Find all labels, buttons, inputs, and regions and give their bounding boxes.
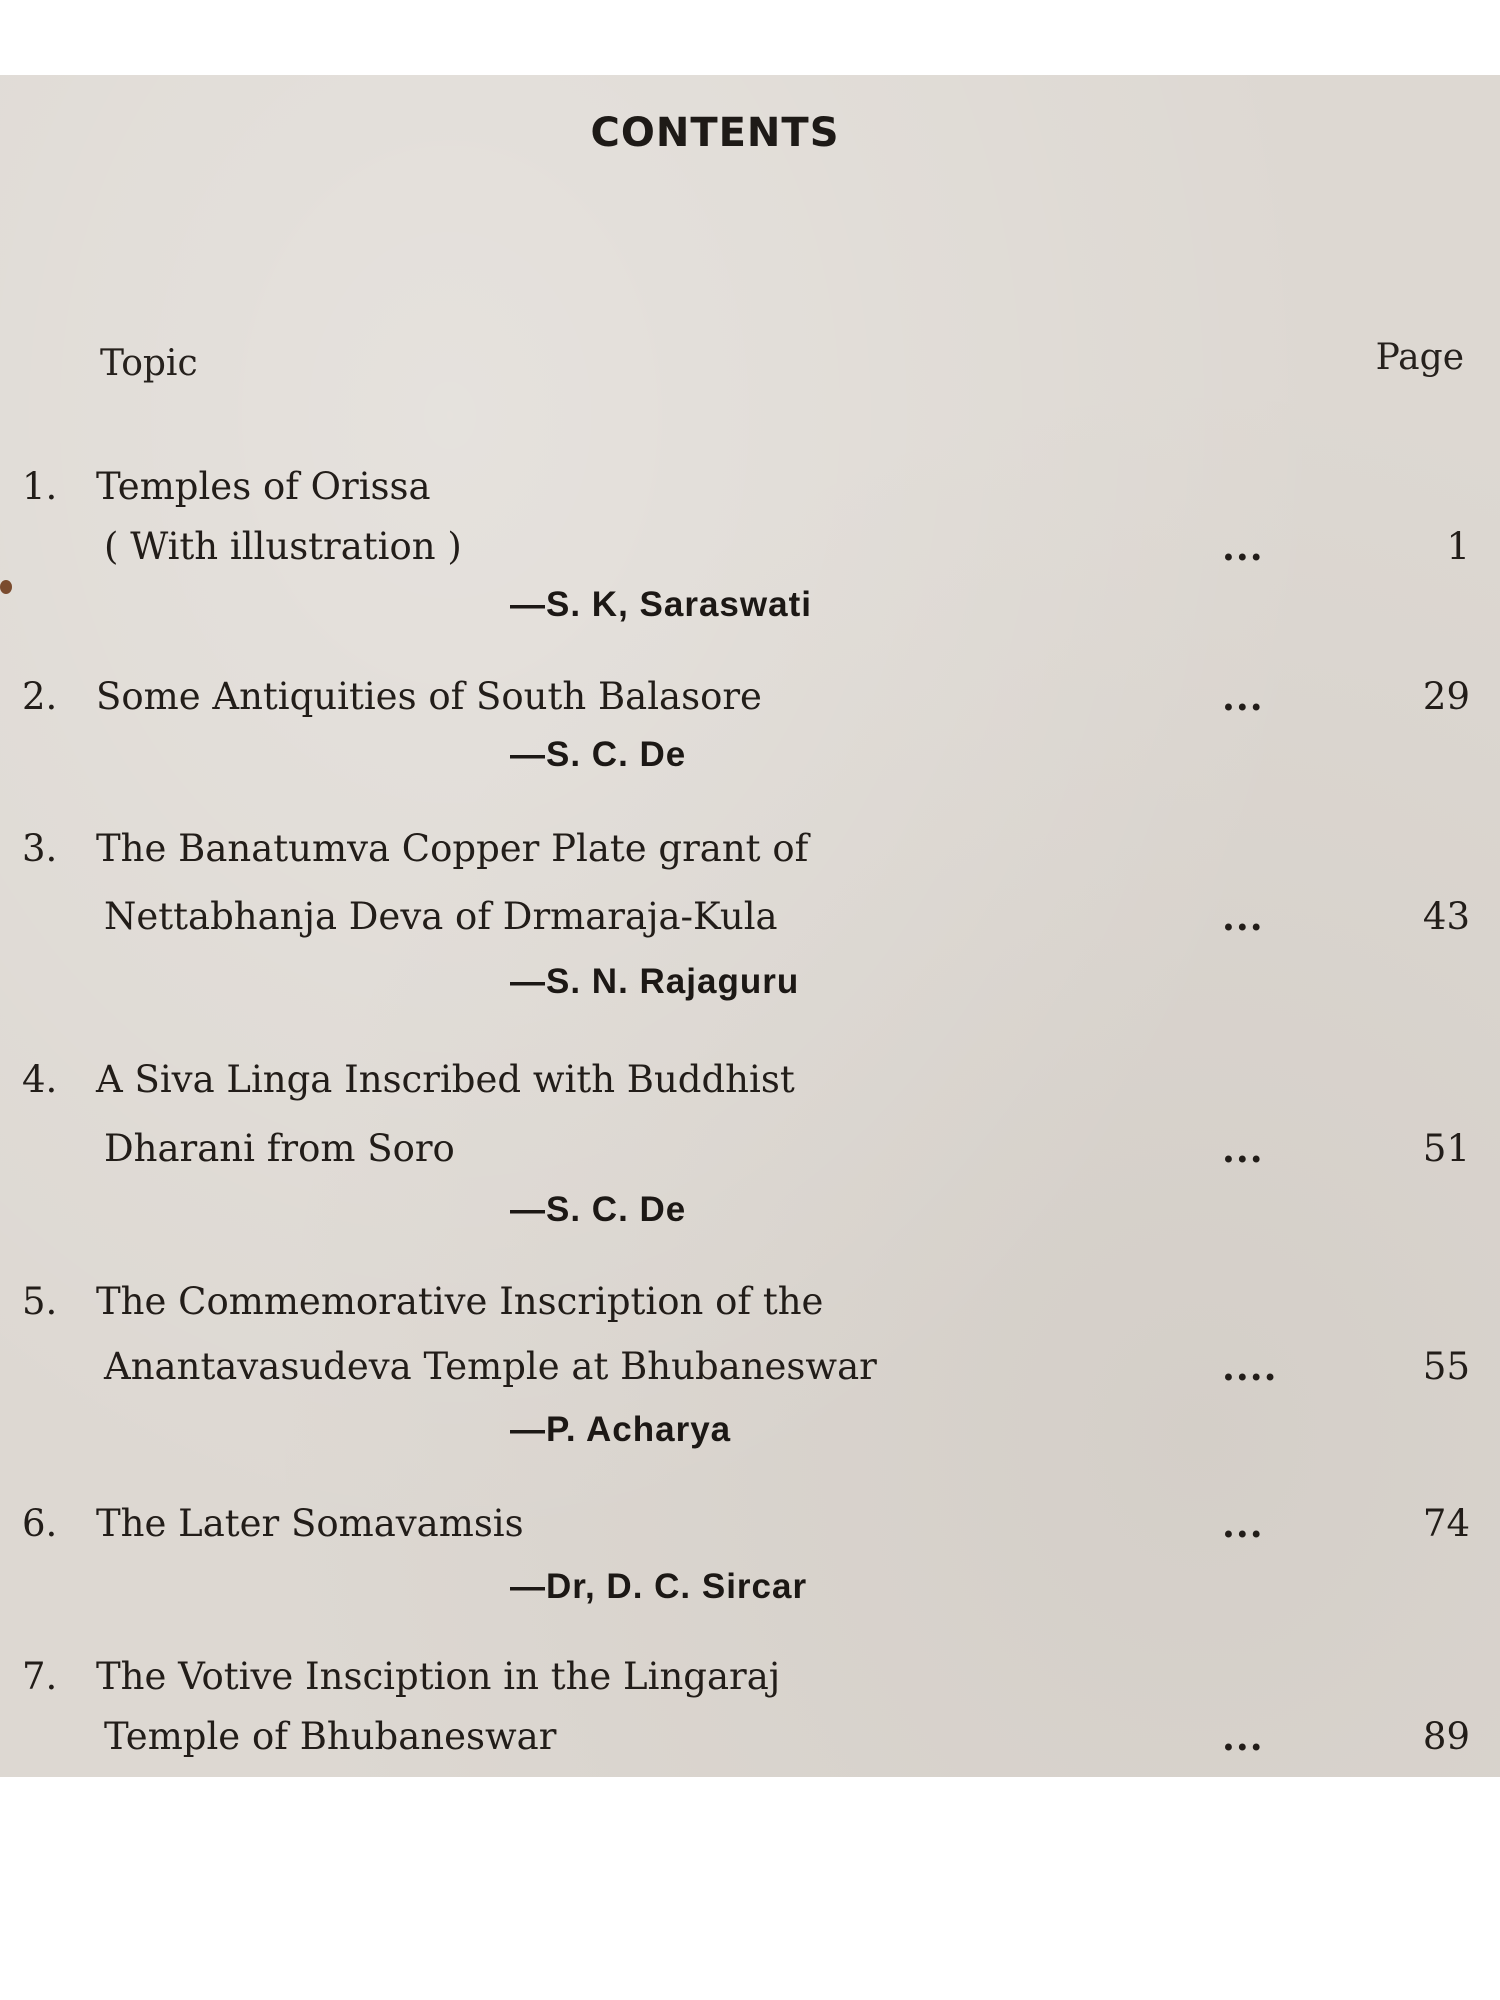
entry-page-number: 74	[1422, 1502, 1470, 1545]
entry-page-number: 55	[1422, 1345, 1470, 1388]
entry-title: Nettabhanja Deva of Drmaraja-Kula	[104, 895, 778, 938]
toc-entry-3-line-2	[0, 895, 1500, 945]
leader-dots: ...	[1222, 1715, 1264, 1759]
toc-entry-1-line-1	[0, 465, 1500, 515]
entry-number: 7.	[22, 1655, 58, 1698]
entry-number: 2.	[22, 675, 58, 718]
entry-page-number: 89	[1422, 1715, 1470, 1758]
entry-author: —S. N. Rajaguru	[510, 962, 800, 1001]
entry-title: The Later Somavamsis	[96, 1502, 524, 1545]
entry-page-number: 1	[1446, 525, 1470, 568]
toc-entry-7-line-2	[0, 1715, 1500, 1765]
entry-title: The Banatumva Copper Plate grant of	[96, 827, 809, 870]
entry-author: —S. K, Saraswati	[510, 585, 812, 624]
toc-entry-5-line-2	[0, 1345, 1500, 1395]
toc-entry-3-line-1	[0, 827, 1500, 877]
entry-page-number: 29	[1422, 675, 1470, 718]
entry-number: 6.	[22, 1502, 58, 1545]
toc-entry-7-line-1	[0, 1655, 1500, 1705]
toc-entry-4-line-2	[0, 1127, 1500, 1177]
entry-title: Temples of Orissa	[96, 465, 431, 508]
entry-title: Temple of Bhubaneswar	[104, 1715, 557, 1758]
leader-dots: ....	[1222, 1345, 1278, 1389]
toc-entry-5-line-1	[0, 1280, 1500, 1330]
toc-entry-4-line-1	[0, 1058, 1500, 1108]
entry-number: 1.	[22, 465, 58, 508]
toc-entry-6-line-1	[0, 1502, 1500, 1552]
toc-entry-1-line-2	[0, 525, 1500, 575]
entry-number: 4.	[22, 1058, 58, 1101]
entry-author: —S. C. De	[510, 1190, 687, 1229]
paper-stain	[0, 580, 12, 594]
entry-title: Some Antiquities of South Balasore	[96, 675, 762, 718]
entry-author: —P. Acharya	[510, 1410, 732, 1449]
entry-number: 5.	[22, 1280, 58, 1323]
entry-title: ( With illustration )	[104, 525, 462, 568]
entry-title: Dharani from Soro	[104, 1127, 455, 1170]
entry-title: The Commemorative Inscription of the	[96, 1280, 824, 1323]
entry-author: —Dr, D. C. Sircar	[510, 1567, 808, 1606]
entry-title: The Votive Insciption in the Lingaraj	[96, 1655, 781, 1698]
toc-entry-2-line-1	[0, 675, 1500, 725]
leader-dots: ...	[1222, 1502, 1264, 1546]
leader-dots: ...	[1222, 895, 1264, 939]
entry-page-number: 51	[1422, 1127, 1470, 1170]
entry-title: Anantavasudeva Temple at Bhubaneswar	[104, 1345, 877, 1388]
leader-dots: ...	[1222, 675, 1264, 719]
entry-title: A Siva Linga Inscribed with Buddhist	[96, 1058, 795, 1101]
topic-column-header: Topic	[100, 343, 198, 384]
page-column-header: Page	[1375, 337, 1464, 378]
contents-page	[0, 75, 1500, 1777]
leader-dots: ...	[1222, 1127, 1264, 1171]
entry-number: 3.	[22, 827, 58, 870]
page-heading: CONTENTS	[590, 110, 840, 156]
leader-dots: ...	[1222, 525, 1264, 569]
entry-author: —S. C. De	[510, 735, 687, 774]
entry-page-number: 43	[1422, 895, 1470, 938]
